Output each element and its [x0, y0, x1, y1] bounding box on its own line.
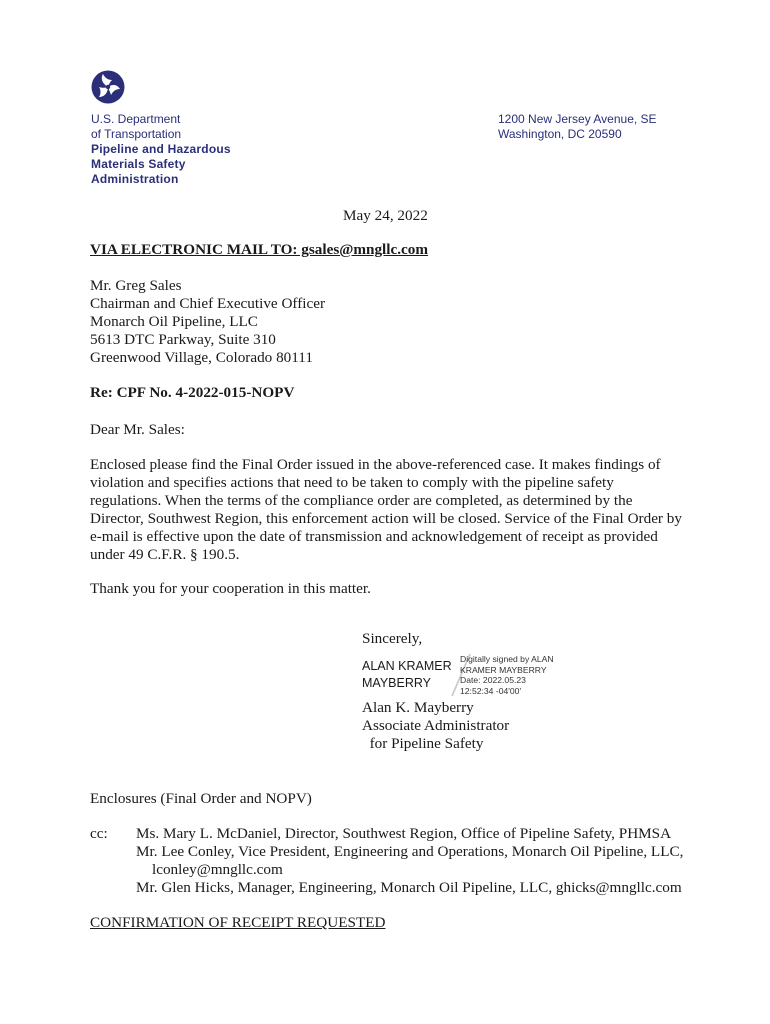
division-line: Pipeline and Hazardous	[91, 142, 231, 156]
body-line: e-mail is effective upon the date of transmission and acknowledgement of receipt as provided	[90, 528, 658, 545]
letter-date: May 24, 2022	[343, 207, 428, 224]
recipient-line: Mr. Greg Sales	[90, 277, 182, 294]
signature-detail-line: 12:52:34 -04'00'	[460, 685, 522, 696]
body-paragraph	[90, 456, 700, 564]
cc-item-continuation: lconley@mngllc.com	[152, 861, 283, 878]
digital-signature	[362, 652, 582, 700]
signature-detail-line: KRAMER MAYBERRY	[460, 664, 547, 675]
cc-item: Mr. Glen Hicks, Manager, Engineering, Monarch Oil Pipeline, LLC, ghicks@mngllc.com	[136, 879, 682, 896]
body-line: Enclosed please find the Final Order issued in the above-referenced case. It makes findings of	[90, 456, 661, 473]
dot-triskelion-logo-icon	[91, 70, 125, 104]
recipient-line: Chairman and Chief Executive Officer	[90, 295, 326, 312]
signature-details	[460, 654, 554, 696]
signature-detail-line: Date: 2022.05.23	[460, 675, 526, 685]
confirmation-request: CONFIRMATION OF RECEIPT REQUESTED	[90, 914, 386, 931]
body-line: regulations. When the terms of the compliance order are completed, as determined by the	[90, 492, 633, 509]
address-line: Washington, DC 20590	[498, 127, 622, 141]
recipient-line: Monarch Oil Pipeline, LLC	[90, 313, 258, 330]
signer-line: Associate Administrator	[362, 717, 510, 734]
signature-name-line: ALAN KRAMER	[362, 659, 452, 673]
recipient-line: Greenwood Village, Colorado 80111	[90, 349, 313, 366]
cc-list	[136, 825, 716, 897]
agency-address	[498, 112, 657, 142]
signer-title-block	[362, 699, 509, 753]
division-line: Administration	[91, 172, 179, 186]
signature-detail-line: Digitally signed by ALAN	[460, 654, 554, 664]
recipient-line: 5613 DTC Parkway, Suite 310	[90, 331, 276, 348]
salutation: Dear Mr. Sales:	[90, 421, 185, 438]
cc-label: cc:	[90, 825, 108, 842]
thanks-line: Thank you for your cooperation in this matter.	[90, 580, 371, 597]
agency-block	[91, 112, 231, 187]
signature-name-line: MAYBERRY	[362, 676, 432, 690]
recipient-address	[90, 277, 325, 367]
body-line: Director, Southwest Region, this enforcement action will be closed. Service of the Final Order by	[90, 510, 682, 527]
body-line: violation and specifies actions that need to be taken to comply with the pipeline safety	[90, 474, 614, 491]
signature-name	[362, 658, 452, 692]
delivery-method: VIA ELECTRONIC MAIL TO: gsales@mngllc.com	[90, 241, 429, 258]
body-line: under 49 C.F.R. § 190.5.	[90, 546, 240, 563]
address-line: 1200 New Jersey Avenue, SE	[498, 112, 657, 126]
cc-item: Mr. Lee Conley, Vice President, Engineering and Operations, Monarch Oil Pipeline, LLC,	[136, 843, 684, 860]
agency-line: of Transportation	[91, 127, 182, 141]
enclosures: Enclosures (Final Order and NOPV)	[90, 790, 312, 807]
cc-item: Ms. Mary L. McDaniel, Director, Southwest Region, Office of Pipeline Safety, PHMSA	[136, 825, 672, 842]
signer-line: for Pipeline Safety	[362, 735, 484, 752]
division-line: Materials Safety	[91, 157, 186, 171]
agency-line: U.S. Department	[91, 112, 181, 126]
reference-line: Re: CPF No. 4-2022-015-NOPV	[90, 384, 295, 401]
signer-line: Alan K. Mayberry	[362, 699, 474, 716]
closing: Sincerely,	[362, 630, 423, 647]
